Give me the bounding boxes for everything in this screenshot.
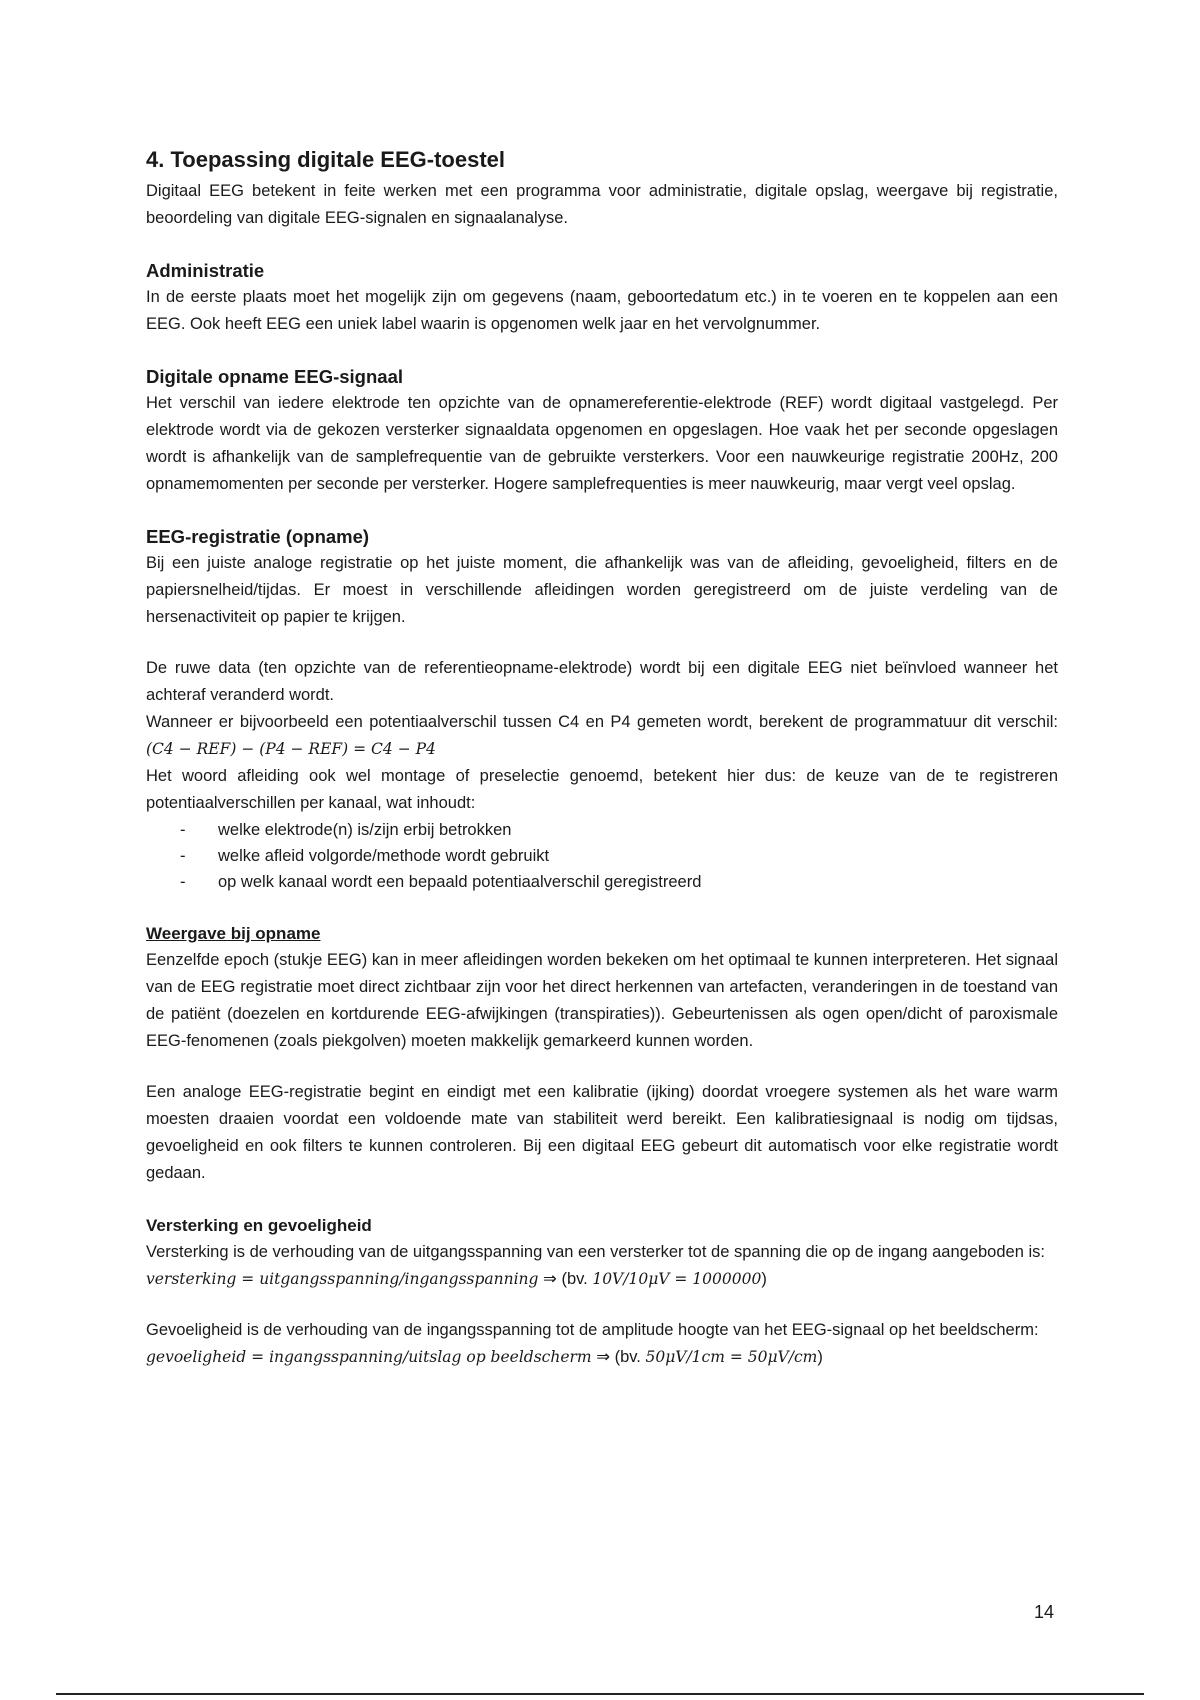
heading-weergave: Weergave bij opname [146,924,321,943]
heading-versterking: Versterking en gevoeligheid [146,1216,372,1235]
afleiding-list [146,817,1058,895]
formula-gevoeligheid-def: gevoeligheid = ingangsspanning/uitslag op beeldscherm [146,1348,592,1366]
footer-rule [56,1693,1144,1695]
formula-gevoeligheid-example: 50μV/1cm = 50μV/cm [645,1348,818,1366]
list-item: - welke elektrode(n) is/zijn erbij betrokken [180,817,1058,843]
page-number: 14 [1033,1602,1054,1622]
formula-gevoeligheid [146,1344,1058,1371]
formula-gevoeligheid-close: ) [817,1348,823,1366]
paragraph-registratie-1: Bij een juiste analoge registratie op het juiste moment, die afhankelijk was van de afleiding, gevoeligheid, filters en de papiersnelheid/tijdas. Er moest in verschillende afleidingen worden geregistreerd om de juiste verdeling van de hersenactiviteit op papier te krijgen. [146,554,1058,626]
list-item: - welke afleid volgorde/methode wordt gebruikt [180,843,1058,869]
formula-versterking-arrow: ⇒ (bv. [538,1270,593,1288]
paragraph-registratie-4: Het woord afleiding ook wel montage of preselectie genoemd, betekent hier dus: de keuze van de te registreren potentiaalverschillen per kanaal, wat inhoudt: [146,767,1058,812]
paragraph-versterking-1: Versterking is de verhouding van de uitgangsspanning van een versterker tot de spanning die op de ingang aangeboden is: [146,1243,1045,1261]
formula-versterking-close: ) [761,1270,767,1288]
paragraph-weergave-1: Eenzelfde epoch (stukje EEG) kan in meer afleidingen worden bekeken om het optimaal te kunnen interpreteren. Het signaal van de EEG registratie moet direct zichtbaar zijn voor het direct herkennen van artefacten, veranderingen in de toestand van de patiënt (doezelen en kortdurende EEG-afwijkingen (transpiraties)). Gebeurtenissen als ogen open/dicht of paroxismale EEG-fenomenen (zoals piekgolven) moeten makkelijk gemarkeerd kunnen worden. [146,951,1058,1050]
document-page [146,146,1058,1371]
formula-versterking-def: versterking = uitgangsspanning/ingangsspanning [146,1270,539,1288]
paragraph-gevoeligheid: Gevoeligheid is de verhouding van de ingangsspanning tot de amplitude hoogte van het EEG-signaal op het beeldscherm: [146,1321,1039,1339]
heading-digitale-opname: Digitale opname EEG-signaal [146,366,404,387]
formula-c4-p4: (C4 − REF) − (P4 − REF) = C4 − P4 [146,740,436,758]
formula-versterking [146,1266,1058,1293]
paragraph-registratie-2: De ruwe data (ten opzichte van de referentieopname-elektrode) wordt bij een digitale EEG niet beïnvloed wanneer het achteraf veranderd wordt. [146,659,1058,704]
section-intro: Digitaal EEG betekent in feite werken met een programma voor administratie, digitale opslag, weergave bij registratie, beoordeling van digitale EEG-signalen en signaalanalyse. [146,182,1058,227]
registratie-text-3: Wanneer er bijvoorbeeld een potentiaalverschil tussen C4 en P4 gemeten wordt, berekent de programmatuur dit verschil: [146,713,1058,731]
section-title: 4. Toepassing digitale EEG-toestel [146,147,506,172]
heading-eeg-registratie: EEG-registratie (opname) [146,526,370,547]
paragraph-registratie-3 [146,709,1058,763]
heading-administratie: Administratie [146,260,265,281]
formula-gevoeligheid-arrow: ⇒ (bv. [591,1348,646,1366]
list-item: - op welk kanaal wordt een bepaald potentiaalverschil geregistreerd [180,869,1058,895]
paragraph-weergave-2: Een analoge EEG-registratie begint en eindigt met een kalibratie (ijking) doordat vroegere systemen als het ware warm moesten draaien voordat een voldoende mate van stabiliteit werd bereikt. Een kalibratiesignaal is nodig om tijdsas, gevoeligheid en ook filters te kunnen controleren. Bij een digitaal EEG gebeurt dit automatisch voor elke registratie wordt gedaan. [146,1083,1058,1182]
paragraph-administratie: In de eerste plaats moet het mogelijk zijn om gegevens (naam, geboortedatum etc.) in te voeren en te koppelen aan een EEG. Ook heeft EEG een uniek label waarin is opgenomen welk jaar en het vervolgnummer. [146,288,1058,333]
formula-versterking-example: 10V/10μV = 1000000 [592,1270,762,1288]
paragraph-digitale-opname: Het verschil van iedere elektrode ten opzichte van de opnamereferentie-elektrode (REF) wordt digitaal vastgelegd. Per elektrode wordt via de gekozen versterker signaaldata opgenomen en opgeslagen. Hoe vaak het per seconde opgeslagen wordt is afhankelijk van de samplefrequentie van de gebruikte versterkers. Voor een nauwkeurige registratie 200Hz, 200 opnamemomenten per seconde per versterker. Hogere samplefrequenties is meer nauwkeurig, maar vergt veel opslag. [146,394,1058,493]
